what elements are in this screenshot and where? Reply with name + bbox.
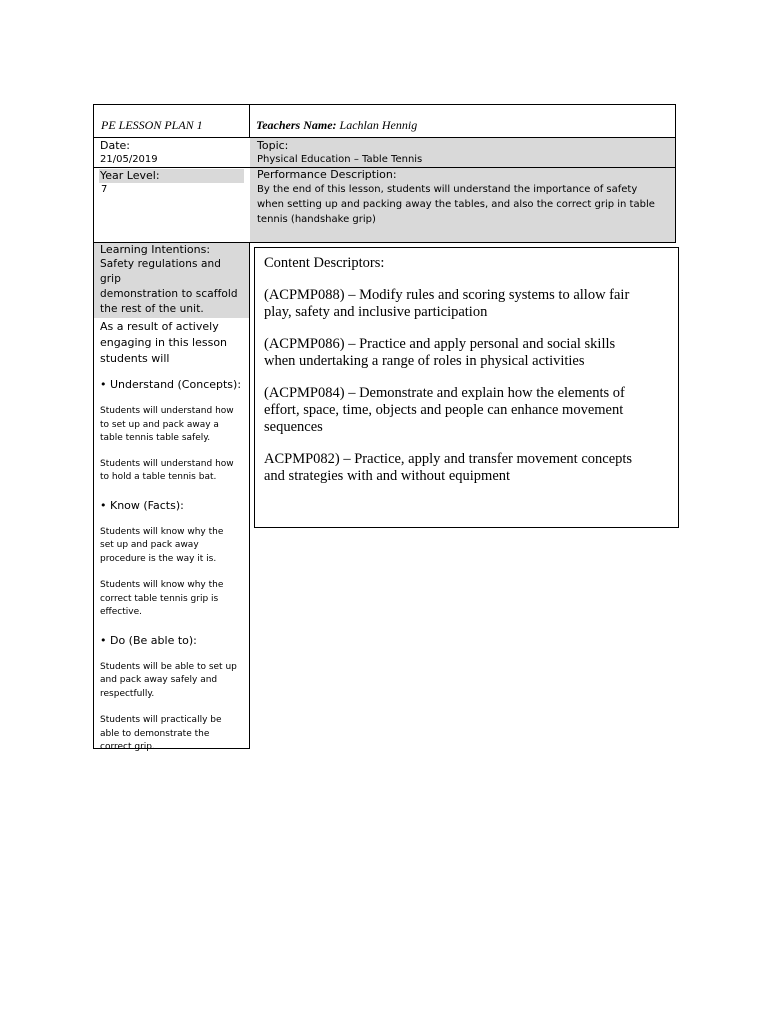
intentions-line-1: Safety regulations and grip: [100, 258, 222, 285]
date-label: Date:: [100, 139, 130, 152]
performance-cell: [250, 168, 675, 242]
plan-title: PE LESSON PLAN 1: [101, 118, 203, 132]
do-heading: • Do (Be able to):: [100, 633, 197, 647]
engage-line-3: students will: [100, 352, 170, 365]
engage-line-2: engaging in this lesson: [100, 336, 228, 349]
teacher-value: Lachlan Hennig: [339, 118, 418, 132]
teacher-name-cell: [249, 104, 676, 138]
date-cell: [94, 138, 263, 167]
date-topic-row: [93, 138, 676, 168]
do-item-2: Students will practically be able to demonstrate the correct grip.: [100, 715, 222, 752]
teacher-label: Teachers Name:: [256, 118, 337, 132]
topic-label: Topic:: [257, 139, 289, 152]
year-value: 7: [101, 184, 108, 195]
understand-item-1: Students will understand how to set up and pack away a table tennis table safely.: [100, 406, 234, 443]
content-descriptors-box: [254, 247, 679, 528]
do-item-1: Students will be able to set up and pack away safely and respectfully.: [100, 661, 237, 699]
plan-title-cell: [93, 104, 250, 138]
date-value: 21/05/2019: [100, 154, 158, 165]
year-performance-row: [93, 168, 676, 243]
teacher-name: [256, 118, 417, 133]
performance-line-2: when setting up and packing away the tables, and also the correct grip in table: [257, 199, 655, 210]
performance-label: Performance Description:: [257, 168, 397, 181]
year-label: Year Level:: [99, 169, 244, 183]
intentions-line-3: the rest of the unit.: [100, 303, 204, 315]
year-cell: [94, 168, 251, 242]
learning-intentions-header: [94, 243, 249, 318]
topic-value: Physical Education – Table Tennis: [257, 154, 423, 165]
engage-line-1: As a result of actively: [100, 320, 219, 333]
know-item-1: Students will know why the set up and pack away procedure is the way it is.: [100, 526, 224, 564]
descriptor-acpmp086: (ACPMP086) – Practice and apply personal and social skills when undertaking a range of roles in physical activities: [264, 336, 616, 369]
descriptor-acpmp088: (ACPMP088) – Modify rules and scoring systems to allow fair play, safety and inclusive participation: [264, 287, 630, 320]
content-heading: Content Descriptors:: [264, 255, 385, 271]
descriptor-acpmp082: ACPMP082) – Practice, apply and transfer movement concepts and strategies with and without equipment: [264, 451, 633, 484]
performance-line-3: tennis (handshake grip): [257, 214, 376, 225]
intentions-line-2: demonstration to scaffold: [100, 288, 238, 300]
understand-item-2: Students will understand how to hold a table tennis bat.: [100, 458, 234, 482]
know-heading: • Know (Facts):: [100, 498, 184, 512]
topic-cell: [250, 138, 675, 167]
know-item-2: Students will know why the correct table tennis grip is effective.: [100, 580, 224, 617]
performance-line-1: By the end of this lesson, students will understand the importance of safety: [257, 184, 638, 195]
descriptor-acpmp084: (ACPMP084) – Demonstrate and explain how the elements of effort, space, time, objects and people can enhance movement sequences: [264, 385, 625, 435]
understand-heading: • Understand (Concepts):: [100, 378, 242, 391]
learning-intentions-label: Learning Intentions:: [100, 243, 211, 256]
learning-intentions-cell: [93, 243, 250, 752]
